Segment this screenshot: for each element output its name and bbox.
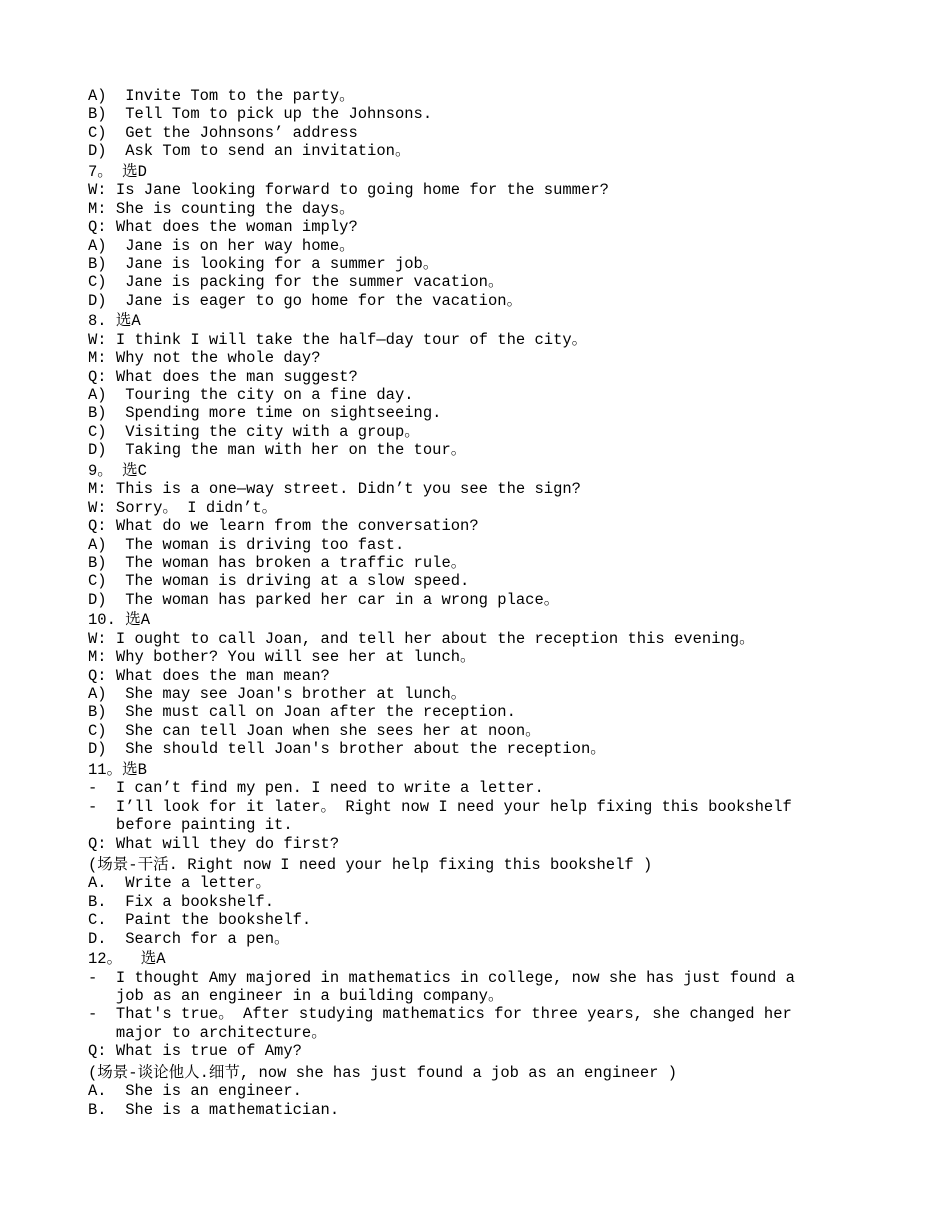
text-line: D) Taking the man with her on the tour。 [88,441,467,460]
text-line: A) Touring the city on a fine day. [88,386,414,404]
text-line: A) Jane is on her way home。 [88,236,355,255]
text-line: Q: What does the woman imply? [88,218,358,237]
text-line: W: I ought to call Joan, and tell her about the reception this evening。 [88,629,755,648]
text-line: C) Jane is packing for the summer vacation。 [88,273,504,292]
text-line: D) Ask Tom to send an invitation。 [88,142,411,161]
question-heading: 11。选B [88,760,147,779]
text-line: before painting it. [88,816,293,835]
text-line: M: She is counting the days。 [88,199,355,218]
question-heading: 9。 选C [88,461,147,480]
text-line: job as an engineer in a building company。 [88,987,504,1005]
text-line: A. Write a letter。 [88,874,271,893]
text-line: C) The woman is driving at a slow speed. [88,572,470,591]
text-line: M: Why bother? You will see her at lunch。 [88,648,476,667]
text-line: - I thought Amy majored in mathematics in college, now she has just found a [88,968,795,987]
scene-note: (场景-谈论他人.细节, now she has just found a job as an engineer ) [88,1063,678,1082]
text-line: M: Why not the whole day? [88,349,321,368]
text-line: D. Search for a pen。 [88,929,290,948]
text-line: A) The woman is driving too fast. [88,535,405,554]
text-line: B) Spending more time on sightseeing. [88,404,442,423]
text-line: Q: What do we learn from the conversation? [88,517,479,536]
question-heading: 8. 选A [88,312,141,331]
text-line: - I’ll look for it later。 Right now I need your help fixing this bookshelf [88,797,792,816]
text-line: D) The woman has parked her car in a wrong place。 [88,590,560,609]
text-line: C) Get the Johnsons’ address [88,123,358,142]
text-line: D) She should tell Joan's brother about the reception。 [88,740,606,759]
question-heading: 10. 选A [88,611,151,630]
document-body [88,87,888,1119]
text-line: A) Invite Tom to the party。 [88,87,355,105]
text-line: - I can’t find my pen. I need to write a letter. [88,779,544,798]
text-line: A. She is an engineer. [88,1082,302,1101]
text-line: Q: What does the man mean? [88,666,330,685]
text-line: W: Is Jane looking forward to going home for the summer? [88,181,609,200]
question-heading: 7。 选D [88,162,147,181]
text-line: Q: What is true of Amy? [88,1042,302,1061]
text-line: major to architecture。 [88,1023,327,1042]
text-line: B) The woman has broken a traffic rule。 [88,553,467,572]
scene-note: (场景-干活. Right now I need your help fixing this bookshelf ) [88,855,653,874]
text-line: B) She must call on Joan after the reception. [88,703,516,722]
text-line: A) She may see Joan's brother at lunch。 [88,685,467,703]
text-line: B. She is a mathematician. [88,1100,340,1119]
text-line: C. Paint the bookshelf. [88,911,312,930]
question-heading: 12。 选A [88,950,166,969]
text-line: W: I think I will take the half—day tour of the city。 [88,330,588,349]
text-line: C) She can tell Joan when she sees her at noon。 [88,721,541,740]
text-line: B) Jane is looking for a summer job。 [88,254,439,273]
text-line: B) Tell Tom to pick up the Johnsons. [88,105,433,124]
text-line: Q: What will they do first? [88,834,340,853]
text-line: D) Jane is eager to go home for the vacation。 [88,291,523,310]
text-line: W: Sorry。 I didn’t。 [88,498,278,517]
text-line: Q: What does the man suggest? [88,367,358,386]
text-line: B. Fix a bookshelf. [88,892,275,911]
text-line: - That's true。 After studying mathematics for three years, she changed her [88,1005,792,1024]
text-line: C) Visiting the city with a group。 [88,422,420,441]
text-line: M: This is a one—way street. Didn’t you see the sign? [88,480,581,499]
